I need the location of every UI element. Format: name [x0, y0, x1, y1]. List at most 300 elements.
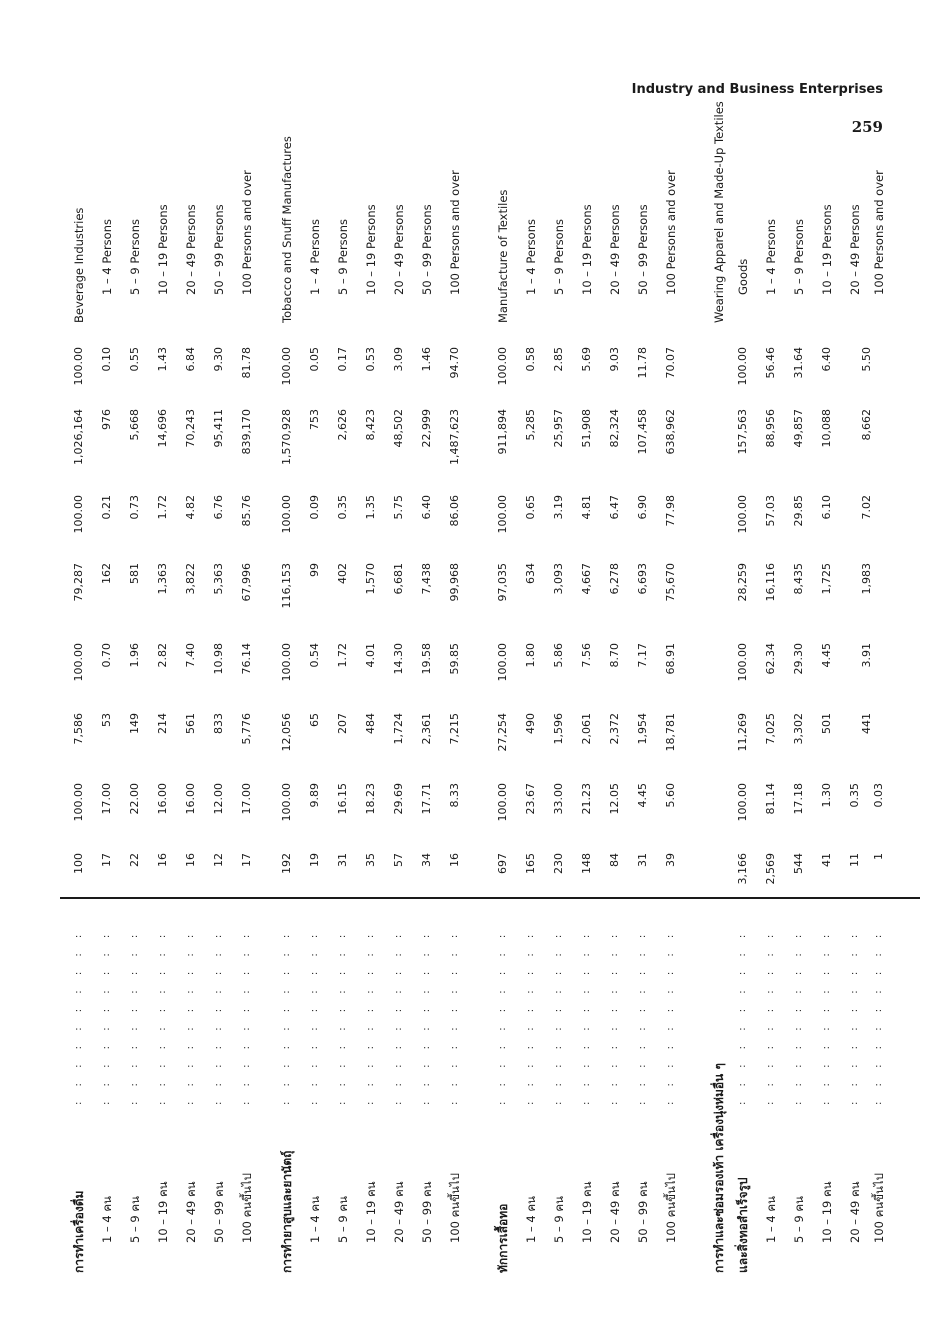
cell: 22,999 — [420, 409, 433, 448]
cell: 39 — [664, 853, 677, 867]
cell: 70,243 — [184, 409, 197, 448]
cell: 94.70 — [448, 347, 461, 379]
cell: 0.55 — [128, 347, 141, 372]
cell: 3,302 — [792, 713, 805, 745]
cell: 16.00 — [156, 783, 169, 815]
cell: 1.72 — [156, 495, 169, 520]
cell: 81.78 — [240, 347, 253, 379]
cell: 100 — [72, 853, 85, 874]
cell: 7.56 — [580, 643, 593, 668]
cell: 12 — [212, 853, 225, 867]
cell: 17.71 — [420, 783, 433, 815]
cell: 6.47 — [608, 495, 621, 520]
cell: 4.45 — [820, 643, 833, 668]
cell: 638,962 — [664, 409, 677, 455]
cell: 0.65 — [524, 495, 537, 520]
size-label-thai: 5 – 9 คน — [552, 1196, 566, 1243]
cell: 8,423 — [364, 409, 377, 441]
size-label-english: 10 – 19 Persons — [820, 204, 834, 295]
category-label-english: Tobacco and Snuff Manufactures — [280, 136, 294, 323]
cell: 22.00 — [128, 783, 141, 815]
cell: 5.69 — [580, 347, 593, 372]
size-label-thai: 50 – 99 คน — [636, 1181, 650, 1243]
cell: 976 — [100, 409, 113, 430]
cell: 4.81 — [580, 495, 593, 520]
cell: 490 — [524, 713, 537, 734]
size-label-thai: 50 – 99 คน — [212, 1181, 226, 1243]
cell: 0.53 — [364, 347, 377, 372]
leader-dots: : : : : : : : : : : — [309, 928, 320, 1105]
cell: 100.00 — [736, 347, 749, 386]
cell: 0.03 — [872, 783, 885, 808]
cell: 3.09 — [392, 347, 405, 372]
cell: 11.78 — [636, 347, 649, 379]
cell: 5.60 — [664, 783, 677, 808]
cell: 833 — [212, 713, 225, 734]
cell: 165 — [524, 853, 537, 874]
table-row — [360, 65, 382, 1285]
size-label-thai: 100 คนขึ้นไป — [448, 1173, 462, 1243]
category-label-english-line2: Goods — [736, 258, 750, 295]
leader-dots: : : : : : : : : : : — [525, 928, 536, 1105]
cell: 10,088 — [820, 409, 833, 448]
cell: 51,908 — [580, 409, 593, 448]
cell: 21.23 — [580, 783, 593, 815]
cell: 1,570,928 — [280, 409, 293, 465]
cell: 753 — [308, 409, 321, 430]
leader-dots: : : : : : : : : : : — [421, 928, 432, 1105]
table-row-total — [492, 65, 514, 1285]
table-row — [96, 65, 118, 1285]
cell: 70.07 — [664, 347, 677, 379]
cell: 4.01 — [364, 643, 377, 668]
cell: 1.43 — [156, 347, 169, 372]
cell: 16,116 — [764, 563, 777, 602]
cell: 82,324 — [608, 409, 621, 448]
leader-dots: : : : : : : : : : : — [241, 928, 252, 1105]
cell: 7.40 — [184, 643, 197, 668]
cell: 75,670 — [664, 563, 677, 602]
cell: 3.91 — [860, 643, 873, 668]
cell: 1,954 — [636, 713, 649, 745]
size-label-english: 20 – 49 Persons — [392, 204, 406, 295]
cell: 6.76 — [212, 495, 225, 520]
cell: 31.64 — [792, 347, 805, 379]
cell: 8.33 — [448, 783, 461, 808]
size-label-english: 100 Persons and over — [664, 170, 678, 295]
leader-dots: : : : : : : : : : : — [765, 928, 776, 1105]
cell: 581 — [128, 563, 141, 584]
cell: 6.40 — [420, 495, 433, 520]
cell: 6,681 — [392, 563, 405, 595]
cell: 14,696 — [156, 409, 169, 448]
cell: 12,056 — [280, 713, 293, 752]
size-label-thai: 1 – 4 คน — [308, 1196, 322, 1243]
cell: 10.98 — [212, 643, 225, 675]
cell: 100.00 — [496, 783, 509, 822]
cell: 79,287 — [72, 563, 85, 602]
cell: 100.00 — [72, 643, 85, 682]
cell: 62.34 — [764, 643, 777, 675]
leader-dots: : : : : : : : : : : — [337, 928, 348, 1105]
cell: 67,996 — [240, 563, 253, 602]
cell: 5,668 — [128, 409, 141, 441]
leader-dots: : : : : : : : : : : — [873, 928, 884, 1105]
leader-dots: : : : : : : : : : : — [553, 928, 564, 1105]
leader-dots: : : : : : : : : : : — [581, 928, 592, 1105]
table-row — [576, 65, 598, 1285]
cell: 28,259 — [736, 563, 749, 602]
cell: 4.45 — [636, 783, 649, 808]
cell: 7.17 — [636, 643, 649, 668]
cell: 107,458 — [636, 409, 649, 455]
cell: 1,570 — [364, 563, 377, 595]
cell: 0.35 — [848, 783, 861, 808]
cell: 230 — [552, 853, 565, 874]
cell: 5,363 — [212, 563, 225, 595]
cell: 1,487,623 — [448, 409, 461, 465]
table-row — [124, 65, 146, 1285]
cell: 100.00 — [736, 643, 749, 682]
cell: 0.09 — [308, 495, 321, 520]
cell: 0.54 — [308, 643, 321, 668]
cell: 3.19 — [552, 495, 565, 520]
cell: 100.00 — [72, 347, 85, 386]
cell: 100.00 — [280, 347, 293, 386]
size-label-english: 5 – 9 Persons — [792, 219, 806, 295]
cell: 3,822 — [184, 563, 197, 595]
leader-dots: : : : : : : : : : : — [393, 928, 404, 1105]
cell: 9.89 — [308, 783, 321, 808]
cell: 6.10 — [820, 495, 833, 520]
cell: 484 — [364, 713, 377, 734]
size-label-english: 100 Persons and over — [872, 170, 886, 295]
cell: 59.85 — [448, 643, 461, 675]
cell: 17.00 — [100, 783, 113, 815]
cell: 57.03 — [764, 495, 777, 527]
size-label-english: 50 – 99 Persons — [636, 204, 650, 295]
cell: 1,363 — [156, 563, 169, 595]
table-row — [332, 65, 354, 1285]
size-label-english: 20 – 49 Persons — [608, 204, 622, 295]
cell: 1,724 — [392, 713, 405, 745]
size-label-thai: 100 คนขึ้นไป — [240, 1173, 254, 1243]
size-label-thai: 10 – 19 คน — [364, 1181, 378, 1243]
cell: 100.00 — [72, 495, 85, 534]
cell: 1.80 — [524, 643, 537, 668]
cell: 88,956 — [764, 409, 777, 448]
cell: 76.14 — [240, 643, 253, 675]
cell: 911,894 — [496, 409, 509, 455]
table-row — [208, 65, 230, 1285]
cell: 8.70 — [608, 643, 621, 668]
leader-dots: : : : : : : : : : : — [609, 928, 620, 1105]
size-label-english: 100 Persons and over — [448, 170, 462, 295]
cell: 100.00 — [280, 643, 293, 682]
cell: 2,361 — [420, 713, 433, 745]
cell: 214 — [156, 713, 169, 734]
cell: 6,693 — [636, 563, 649, 595]
leader-dots: : : : : : : : : : : — [129, 928, 140, 1105]
table-row — [816, 65, 838, 1285]
size-label-english: 1 – 4 Persons — [524, 219, 538, 295]
leader-dots: : : : : : : : : : : — [497, 928, 508, 1105]
cell: 56.46 — [764, 347, 777, 379]
size-label-thai: 20 – 49 คน — [608, 1181, 622, 1243]
rotated-table — [60, 65, 920, 1285]
cell: 5.86 — [552, 643, 565, 668]
cell: 97,035 — [496, 563, 509, 602]
cell: 35 — [364, 853, 377, 867]
size-label-english: 5 – 9 Persons — [128, 219, 142, 295]
cell: 57 — [392, 853, 405, 867]
cell: 6.40 — [820, 347, 833, 372]
cell: 162 — [100, 563, 113, 584]
cell: 6,278 — [608, 563, 621, 595]
cell: 19 — [308, 853, 321, 867]
cell: 16 — [448, 853, 461, 867]
size-label-thai: 100 คนขึ้นไป — [664, 1173, 678, 1243]
cell: 0.05 — [308, 347, 321, 372]
cell: 95,411 — [212, 409, 225, 448]
cell: 100.00 — [496, 347, 509, 386]
cell: 0.58 — [524, 347, 537, 372]
leader-dots: : : : : : : : : : : — [185, 928, 196, 1105]
cell: 149 — [128, 713, 141, 734]
cell: 100.00 — [496, 643, 509, 682]
cell: 2,061 — [580, 713, 593, 745]
cell: 192 — [280, 853, 293, 874]
cell: 1.35 — [364, 495, 377, 520]
size-label-thai: 10 – 19 คน — [156, 1181, 170, 1243]
category-label-thai: ทักการเสื้อทอ — [496, 1203, 510, 1273]
size-label-english: 50 – 99 Persons — [420, 204, 434, 295]
category-label-thai-line2: และสิ่งทอสำเร็จรูป — [736, 1177, 750, 1273]
cell: 86.06 — [448, 495, 461, 527]
cell: 8,662 — [860, 409, 873, 441]
table-row — [604, 65, 626, 1285]
cell: 839,170 — [240, 409, 253, 455]
table-row — [548, 65, 570, 1285]
size-label-thai: 20 – 49 คน — [392, 1181, 406, 1243]
cell: 65 — [308, 713, 321, 727]
size-label-english: 5 – 9 Persons — [336, 219, 350, 295]
leader-dots: : : : : : : : : : : — [849, 928, 860, 1105]
cell: 5.75 — [392, 495, 405, 520]
page-number: 259 — [851, 118, 883, 136]
category-label-thai: การทำยาสูบและยานัตถุ์ — [280, 1150, 294, 1273]
size-label-thai: 10 – 19 คน — [820, 1181, 834, 1243]
leader-dots: : : : : : : : : : : — [281, 928, 292, 1105]
cell: 29.69 — [392, 783, 405, 815]
size-label-thai: 5 – 9 คน — [336, 1196, 350, 1243]
table-row — [388, 65, 410, 1285]
cell: 77.98 — [664, 495, 677, 527]
table-row-total — [276, 65, 298, 1285]
cell: 1,983 — [860, 563, 873, 595]
table-row — [152, 65, 174, 1285]
cell: 49,857 — [792, 409, 805, 448]
cell: 544 — [792, 853, 805, 874]
cell: 441 — [860, 713, 873, 734]
cell: 9.03 — [608, 347, 621, 372]
cell: 16.15 — [336, 783, 349, 815]
table-row — [180, 65, 202, 1285]
cell: 99 — [308, 563, 321, 577]
cell: 3,166 — [736, 853, 749, 885]
leader-dots: : : : : : : : : : : — [73, 928, 84, 1105]
leader-dots: : : : : : : : : : : — [157, 928, 168, 1105]
cell: 1,026,164 — [72, 409, 85, 465]
size-label-english: 1 – 4 Persons — [764, 219, 778, 295]
leader-dots: : : : : : : : : : : — [213, 928, 224, 1105]
cell: 14.30 — [392, 643, 405, 675]
cell: 33.00 — [552, 783, 565, 815]
cell: 2.82 — [156, 643, 169, 668]
cell: 41 — [820, 853, 833, 867]
table-row-total — [732, 65, 754, 1285]
cell: 16.00 — [184, 783, 197, 815]
cell: 207 — [336, 713, 349, 734]
table-row — [632, 65, 654, 1285]
cell: 85.76 — [240, 495, 253, 527]
cell: 34 — [420, 853, 433, 867]
cell: 6.84 — [184, 347, 197, 372]
table-row-total — [68, 65, 90, 1285]
cell: 16 — [184, 853, 197, 867]
cell: 68.91 — [664, 643, 677, 675]
cell: 0.21 — [100, 495, 113, 520]
size-label-english: 10 – 19 Persons — [364, 204, 378, 295]
leader-dots: : : : : : : : : : : — [637, 928, 648, 1105]
size-label-english: 50 – 99 Persons — [212, 204, 226, 295]
leader-dots: : : : : : : : : : : — [101, 928, 112, 1105]
cell: 100.00 — [280, 783, 293, 822]
category-label-english: Beverage Industries — [72, 207, 86, 323]
table-row — [304, 65, 326, 1285]
cell: 5.50 — [860, 347, 873, 372]
table-row — [660, 65, 682, 1285]
cell: 2,626 — [336, 409, 349, 441]
cell: 6.90 — [636, 495, 649, 520]
size-label-english: 100 Persons and over — [240, 170, 254, 295]
cell: 157,563 — [736, 409, 749, 455]
cell: 17.00 — [240, 783, 253, 815]
cell: 17 — [240, 853, 253, 867]
cell: 4.82 — [184, 495, 197, 520]
cell: 22 — [128, 853, 141, 867]
cell: 18.23 — [364, 783, 377, 815]
cell: 29.30 — [792, 643, 805, 675]
cell: 11 — [848, 853, 861, 867]
cell: 2.85 — [552, 347, 565, 372]
cell: 634 — [524, 563, 537, 584]
cell: 561 — [184, 713, 197, 734]
cell: 0.35 — [336, 495, 349, 520]
cell: 53 — [100, 713, 113, 727]
cell: 1.30 — [820, 783, 833, 808]
size-label-english: 1 – 4 Persons — [308, 219, 322, 295]
table-row — [236, 65, 258, 1285]
cell: 0.70 — [100, 643, 113, 668]
cell: 2,372 — [608, 713, 621, 745]
cell: 1,596 — [552, 713, 565, 745]
table-row — [788, 65, 810, 1285]
cell: 402 — [336, 563, 349, 584]
leader-dots: : : : : : : : : : : — [737, 928, 748, 1105]
leader-dots: : : : : : : : : : : — [449, 928, 460, 1105]
cell: 100.00 — [280, 495, 293, 534]
cell: 12.05 — [608, 783, 621, 815]
cell: 99,968 — [448, 563, 461, 602]
cell: 11,269 — [736, 713, 749, 752]
cell: 1 — [872, 853, 885, 860]
cell: 31 — [336, 853, 349, 867]
cell: 17 — [100, 853, 113, 867]
size-label-thai: 1 – 4 คน — [524, 1196, 538, 1243]
cell: 23.67 — [524, 783, 537, 815]
cell: 1,725 — [820, 563, 833, 595]
size-label-thai: 1 – 4 คน — [764, 1196, 778, 1243]
size-label-english: 20 – 49 Persons — [848, 204, 862, 295]
cell: 19.58 — [420, 643, 433, 675]
size-label-thai: 5 – 9 คน — [128, 1196, 142, 1243]
cell: 2,569 — [764, 853, 777, 885]
cell: 0.17 — [336, 347, 349, 372]
cell: 18,781 — [664, 713, 677, 752]
cell: 0.73 — [128, 495, 141, 520]
size-label-thai: 20 – 49 คน — [184, 1181, 198, 1243]
leader-dots: : : : : : : : : : : — [793, 928, 804, 1105]
cell: 17.18 — [792, 783, 805, 815]
cell: 9.30 — [212, 347, 225, 372]
size-label-thai: 5 – 9 คน — [792, 1196, 806, 1243]
leader-dots: : : : : : : : : : : — [821, 928, 832, 1105]
cell: 148 — [580, 853, 593, 874]
cell: 1.46 — [420, 347, 433, 372]
cell: 100.00 — [736, 783, 749, 822]
cell: 100.00 — [496, 495, 509, 534]
cell: 84 — [608, 853, 621, 867]
category-label-thai: การทำเครื่องดื่ม — [72, 1190, 86, 1273]
size-label-thai: 20 – 49 คน — [848, 1181, 862, 1243]
cell: 116,153 — [280, 563, 293, 609]
table-row — [416, 65, 438, 1285]
size-label-english: 20 – 49 Persons — [184, 204, 198, 295]
cell: 7.02 — [860, 495, 873, 520]
table-row-heading — [708, 65, 730, 1285]
table-row — [444, 65, 466, 1285]
cell: 16 — [156, 853, 169, 867]
cell: 27,254 — [496, 713, 509, 752]
table-row — [760, 65, 782, 1285]
cell: 5,776 — [240, 713, 253, 745]
cell: 12.00 — [212, 783, 225, 815]
cell: 81.14 — [764, 783, 777, 815]
cell: 697 — [496, 853, 509, 874]
cell: 29.85 — [792, 495, 805, 527]
size-label-thai: 10 – 19 คน — [580, 1181, 594, 1243]
cell: 7,215 — [448, 713, 461, 745]
cell: 1.96 — [128, 643, 141, 668]
category-label-english: Wearing Apparel and Made-Up Textiles — [712, 101, 726, 323]
cell: 3,093 — [552, 563, 565, 595]
category-label-english: Manufacture of Textiles — [496, 189, 510, 323]
cell: 100.00 — [736, 495, 749, 534]
cell: 501 — [820, 713, 833, 734]
cell: 7,438 — [420, 563, 433, 595]
size-label-thai: 50 – 99 คน — [420, 1181, 434, 1243]
